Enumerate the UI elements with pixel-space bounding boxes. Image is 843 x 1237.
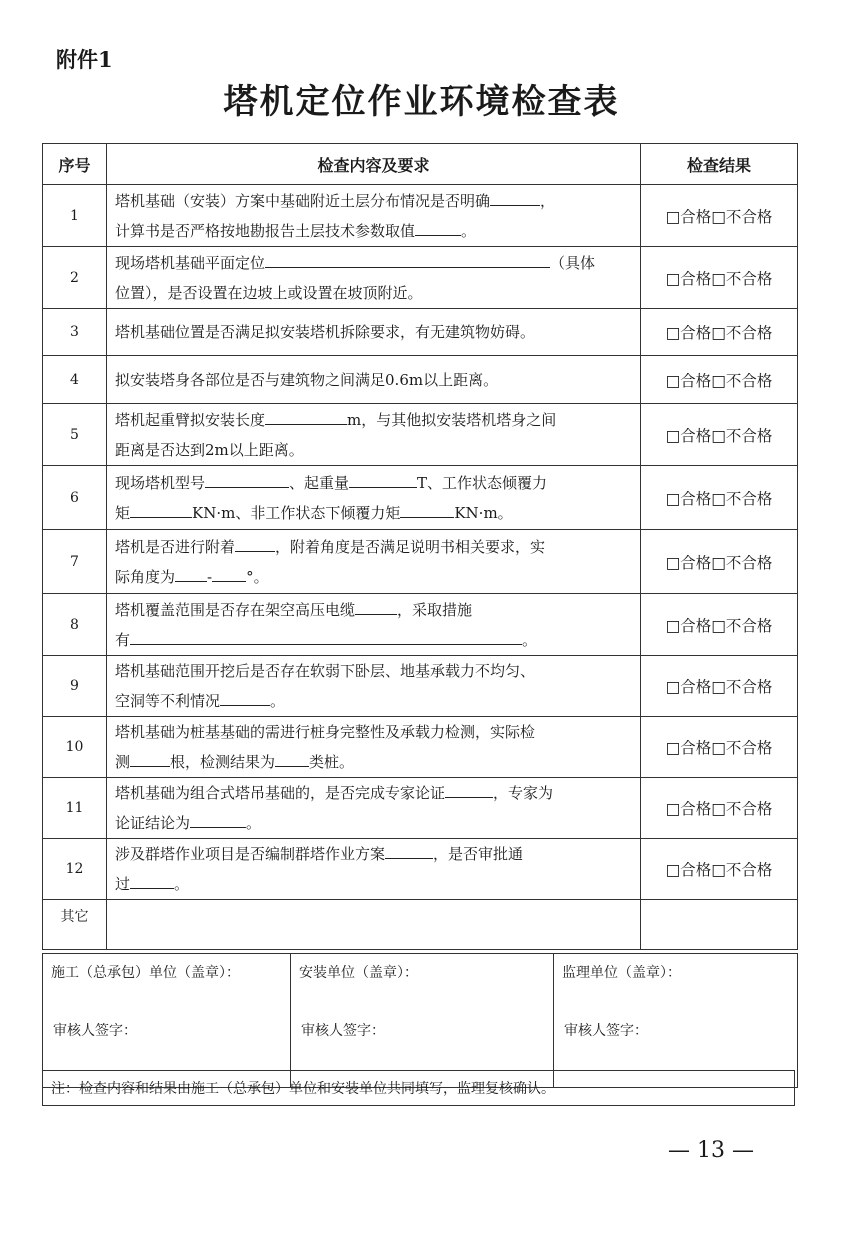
blank-field[interactable] [265,406,347,425]
table-row [43,594,798,656]
row-number: 2 [43,247,107,309]
row-number: 3 [43,309,107,356]
result-checkbox-pair[interactable]: □合格□不合格 [641,656,798,717]
row-number: 6 [43,466,107,530]
header-result: 检查结果 [641,144,798,185]
result-checkbox-pair[interactable]: □合格□不合格 [641,530,798,594]
header-content: 检查内容及要求 [107,144,641,185]
row-number: 5 [43,404,107,466]
blank-field[interactable] [130,626,522,645]
row-number: 9 [43,656,107,717]
result-checkbox-pair[interactable]: □合格□不合格 [641,404,798,466]
result-checkbox-pair[interactable]: □合格□不合格 [641,717,798,778]
table-row [43,717,798,778]
page-number: — 13 — [668,1138,754,1163]
blank-field[interactable] [190,809,246,828]
row-content: 塔机覆盖范围是否存在架空高压电缆 ，采取措施 有 。 [107,594,641,656]
supervision-unit-cell[interactable] [554,954,798,1088]
result-checkbox-pair[interactable]: □合格□不合格 [641,356,798,404]
other-row [43,900,798,950]
row-content: 塔机基础范围开挖后是否存在软弱下卧层、地基承载力不均匀、 空洞等不利情况 。 [107,656,641,717]
table-header-row [43,144,798,185]
supervision-reviewer-label: 审核人签字： [564,1023,648,1039]
row-number: 1 [43,185,107,247]
blank-field[interactable] [212,563,246,582]
signature-table [42,953,798,1088]
other-label: 其它 [43,900,107,950]
blank-field[interactable] [235,533,275,552]
inspection-table [42,143,798,950]
table-row [43,404,798,466]
row-content: 塔机基础（安装）方案中基础附近土层分布情况是否明确 ， 计算书是否严格按地勘报告土层技术参数取值 。 [107,185,641,247]
blank-field[interactable] [349,469,417,488]
blank-field[interactable] [175,563,207,582]
blank-field[interactable] [275,748,309,767]
result-checkbox-pair[interactable]: □合格□不合格 [641,778,798,839]
table-row [43,656,798,717]
row-content: 塔机基础位置是否满足拟安装塔机拆除要求，有无建筑物妨碍。 [107,309,641,356]
blank-field[interactable] [445,779,493,798]
row-number: 7 [43,530,107,594]
blank-field[interactable] [385,840,433,859]
blank-field[interactable] [205,469,289,488]
blank-field[interactable] [400,499,454,518]
row-content: 现场塔机基础平面定位 （具体 位置），是否设置在边坡上或设置在坡顶附近。 [107,247,641,309]
page-title: 塔机定位作业环境检查表 [223,82,620,122]
result-checkbox-pair[interactable]: □合格□不合格 [641,309,798,356]
construction-unit-cell[interactable] [43,954,291,1088]
other-content-field[interactable] [107,900,641,950]
supervision-unit-label: 监理单位（盖章）： [562,965,681,981]
result-checkbox-pair[interactable]: □合格□不合格 [641,247,798,309]
row-content: 塔机起重臂拟安装长度 m，与其他拟安装塔机塔身之间 距离是否达到2m以上距离。 [107,404,641,466]
row-content: 拟安装塔身各部位是否与建筑物之间满足0.6m以上距离。 [107,356,641,404]
construction-unit-label: 施工（总承包）单位（盖章）： [51,965,240,981]
table-row [43,466,798,530]
blank-field[interactable] [130,748,170,767]
install-reviewer-label: 审核人签字： [301,1023,385,1039]
row-content: 涉及群塔作业项目是否编制群塔作业方案 ，是否审批通 过 。 [107,839,641,900]
install-unit-cell[interactable] [291,954,554,1088]
row-content: 塔机基础为组合式塔吊基础的，是否完成专家论证 ，专家为 论证结论为 。 [107,778,641,839]
blank-field[interactable] [490,187,540,206]
blank-field[interactable] [130,870,174,889]
blank-field[interactable] [355,596,397,615]
table-row [43,530,798,594]
row-content: 现场塔机型号 、起重量 T、工作状态倾覆力 矩 KN·m、非工作状态下倾覆力矩 KN·m。 [107,466,641,530]
construction-reviewer-label: 审核人签字： [53,1023,137,1039]
table-row [43,247,798,309]
result-checkbox-pair[interactable]: □合格□不合格 [641,185,798,247]
table-row [43,309,798,356]
table-row [43,356,798,404]
footnote: 注：检查内容和结果由施工（总承包）单位和安装单位共同填写，监理复核确认。 [42,1070,795,1106]
blank-field[interactable] [220,687,270,706]
table-row [43,185,798,247]
table-row [43,778,798,839]
blank-field[interactable] [130,499,192,518]
row-number: 8 [43,594,107,656]
result-checkbox-pair[interactable]: □合格□不合格 [641,466,798,530]
row-number: 4 [43,356,107,404]
header-no: 序号 [43,144,107,185]
attachment-label: 附件1 [56,47,113,72]
result-checkbox-pair[interactable]: □合格□不合格 [641,594,798,656]
blank-field[interactable] [265,249,550,268]
row-content: 塔机基础为桩基基础的需进行桩身完整性及承载力检测，实际检 测 根，检测结果为 类桩。 [107,717,641,778]
row-number: 12 [43,839,107,900]
row-number: 11 [43,778,107,839]
row-content: 塔机是否进行附着 ，附着角度是否满足说明书相关要求，实 际角度为 - °。 [107,530,641,594]
result-checkbox-pair[interactable]: □合格□不合格 [641,839,798,900]
blank-field[interactable] [415,217,461,236]
row-number: 10 [43,717,107,778]
table-row [43,839,798,900]
install-unit-label: 安装单位（盖章）： [299,965,418,981]
other-result-field[interactable] [641,900,798,950]
